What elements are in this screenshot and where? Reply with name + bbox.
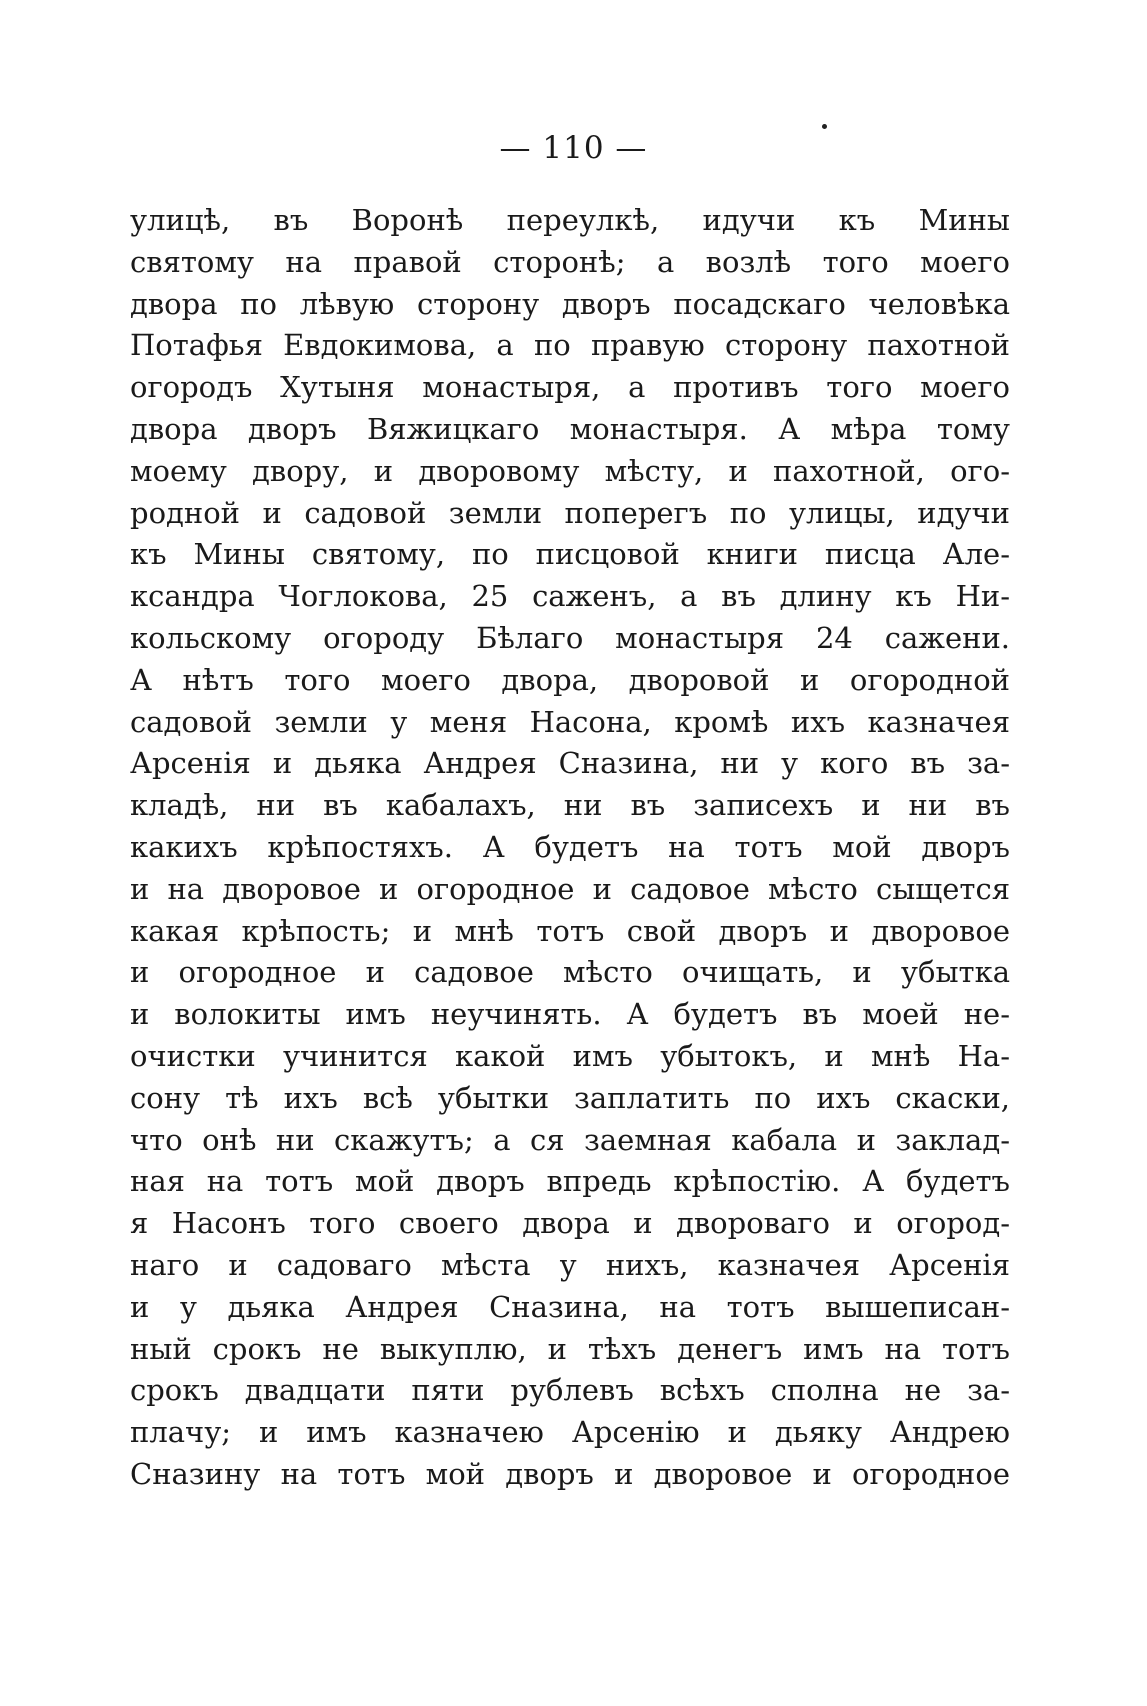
text-line: срокъ двадцати пяти рублевъ всѣхъ сполна не за- xyxy=(130,1373,1010,1408)
text-line: ный срокъ не выкуплю, и тѣхъ денегъ имъ на тотъ xyxy=(130,1331,1010,1366)
text-line: святому на правой сторонѣ; а возлѣ того моего xyxy=(130,244,1010,279)
text-line: къ Мины святому, по писцовой книги писца Але- xyxy=(130,537,1010,572)
text-line: и волокиты имъ неучинять. А будетъ въ моей не- xyxy=(130,997,1010,1032)
text-line: Сназину на тотъ мой дворъ и дворовое и огородное xyxy=(130,1456,1010,1491)
text-line: что онѣ ни скажутъ; а ся заемная кабала и заклад- xyxy=(130,1122,1010,1157)
text-line: сону тѣ ихъ всѣ убытки заплатить по ихъ скаски, xyxy=(130,1080,1010,1115)
text-line: наго и садоваго мѣста у нихъ, казначея Арсенія xyxy=(130,1247,1010,1282)
text-line: и на дворовое и огородное и садовое мѣсто сыщется xyxy=(130,871,1010,906)
text-line: ксандра Чоглокова, 25 саженъ, а въ длину къ Ни- xyxy=(130,579,1010,614)
page-number: — 110 — xyxy=(499,130,648,166)
text-line: кладѣ, ни въ кабалахъ, ни въ записехъ и ни въ xyxy=(130,788,1010,823)
text-line: я Насонъ того своего двора и двороваго и огород- xyxy=(130,1206,1010,1241)
body-text xyxy=(130,200,1010,1496)
text-line: очистки учинится какой имъ убытокъ, и мнѣ На- xyxy=(130,1038,1010,1073)
text-line: двора по лѣвую сторону дворъ посадскаго человѣка xyxy=(130,286,1010,321)
text-line: А нѣтъ того моего двора, дворовой и огородной xyxy=(130,662,1010,697)
text-line: моему двору, и дворовому мѣсту, и пахотной, ого- xyxy=(130,453,1010,488)
text-line: и у дьяка Андрея Сназина, на тотъ вышеписан- xyxy=(130,1289,1010,1324)
text-line: родной и садовой земли поперегъ по улицы, идучи xyxy=(130,495,1010,530)
text-line: плачу; и имъ казначею Арсенію и дьяку Андрею xyxy=(130,1415,1010,1450)
text-line: улицѣ, въ Воронѣ переулкѣ, идучи къ Мины xyxy=(130,203,1010,237)
text-line: и огородное и садовое мѣсто очищать, и убытка xyxy=(130,955,1010,990)
text-line: двора дворъ Вяжицкаго монастыря. А мѣра тому xyxy=(130,411,1010,446)
text-line: Арсенія и дьяка Андрея Сназина, ни у кого въ за- xyxy=(130,746,1010,781)
text-line: Потафья Евдокимова, а по правую сторону пахотной xyxy=(130,328,1010,363)
text-line: кольскому огороду Бѣлаго монастыря 24 сажени. xyxy=(130,620,1010,655)
text-line: какая крѣпость; и мнѣ тотъ свой дворъ и дворовое xyxy=(130,913,1010,948)
text-line: ная на тотъ мой дворъ впредь крѣпостію. А будетъ xyxy=(130,1164,1010,1199)
text-line: огородъ Хутыня монастыря, а противъ того моего xyxy=(130,370,1010,405)
text-line: садовой земли у меня Насона, кромѣ ихъ казначея xyxy=(130,704,1010,739)
text-line: какихъ крѣпостяхъ. А будетъ на тотъ мой дворъ xyxy=(130,829,1010,864)
